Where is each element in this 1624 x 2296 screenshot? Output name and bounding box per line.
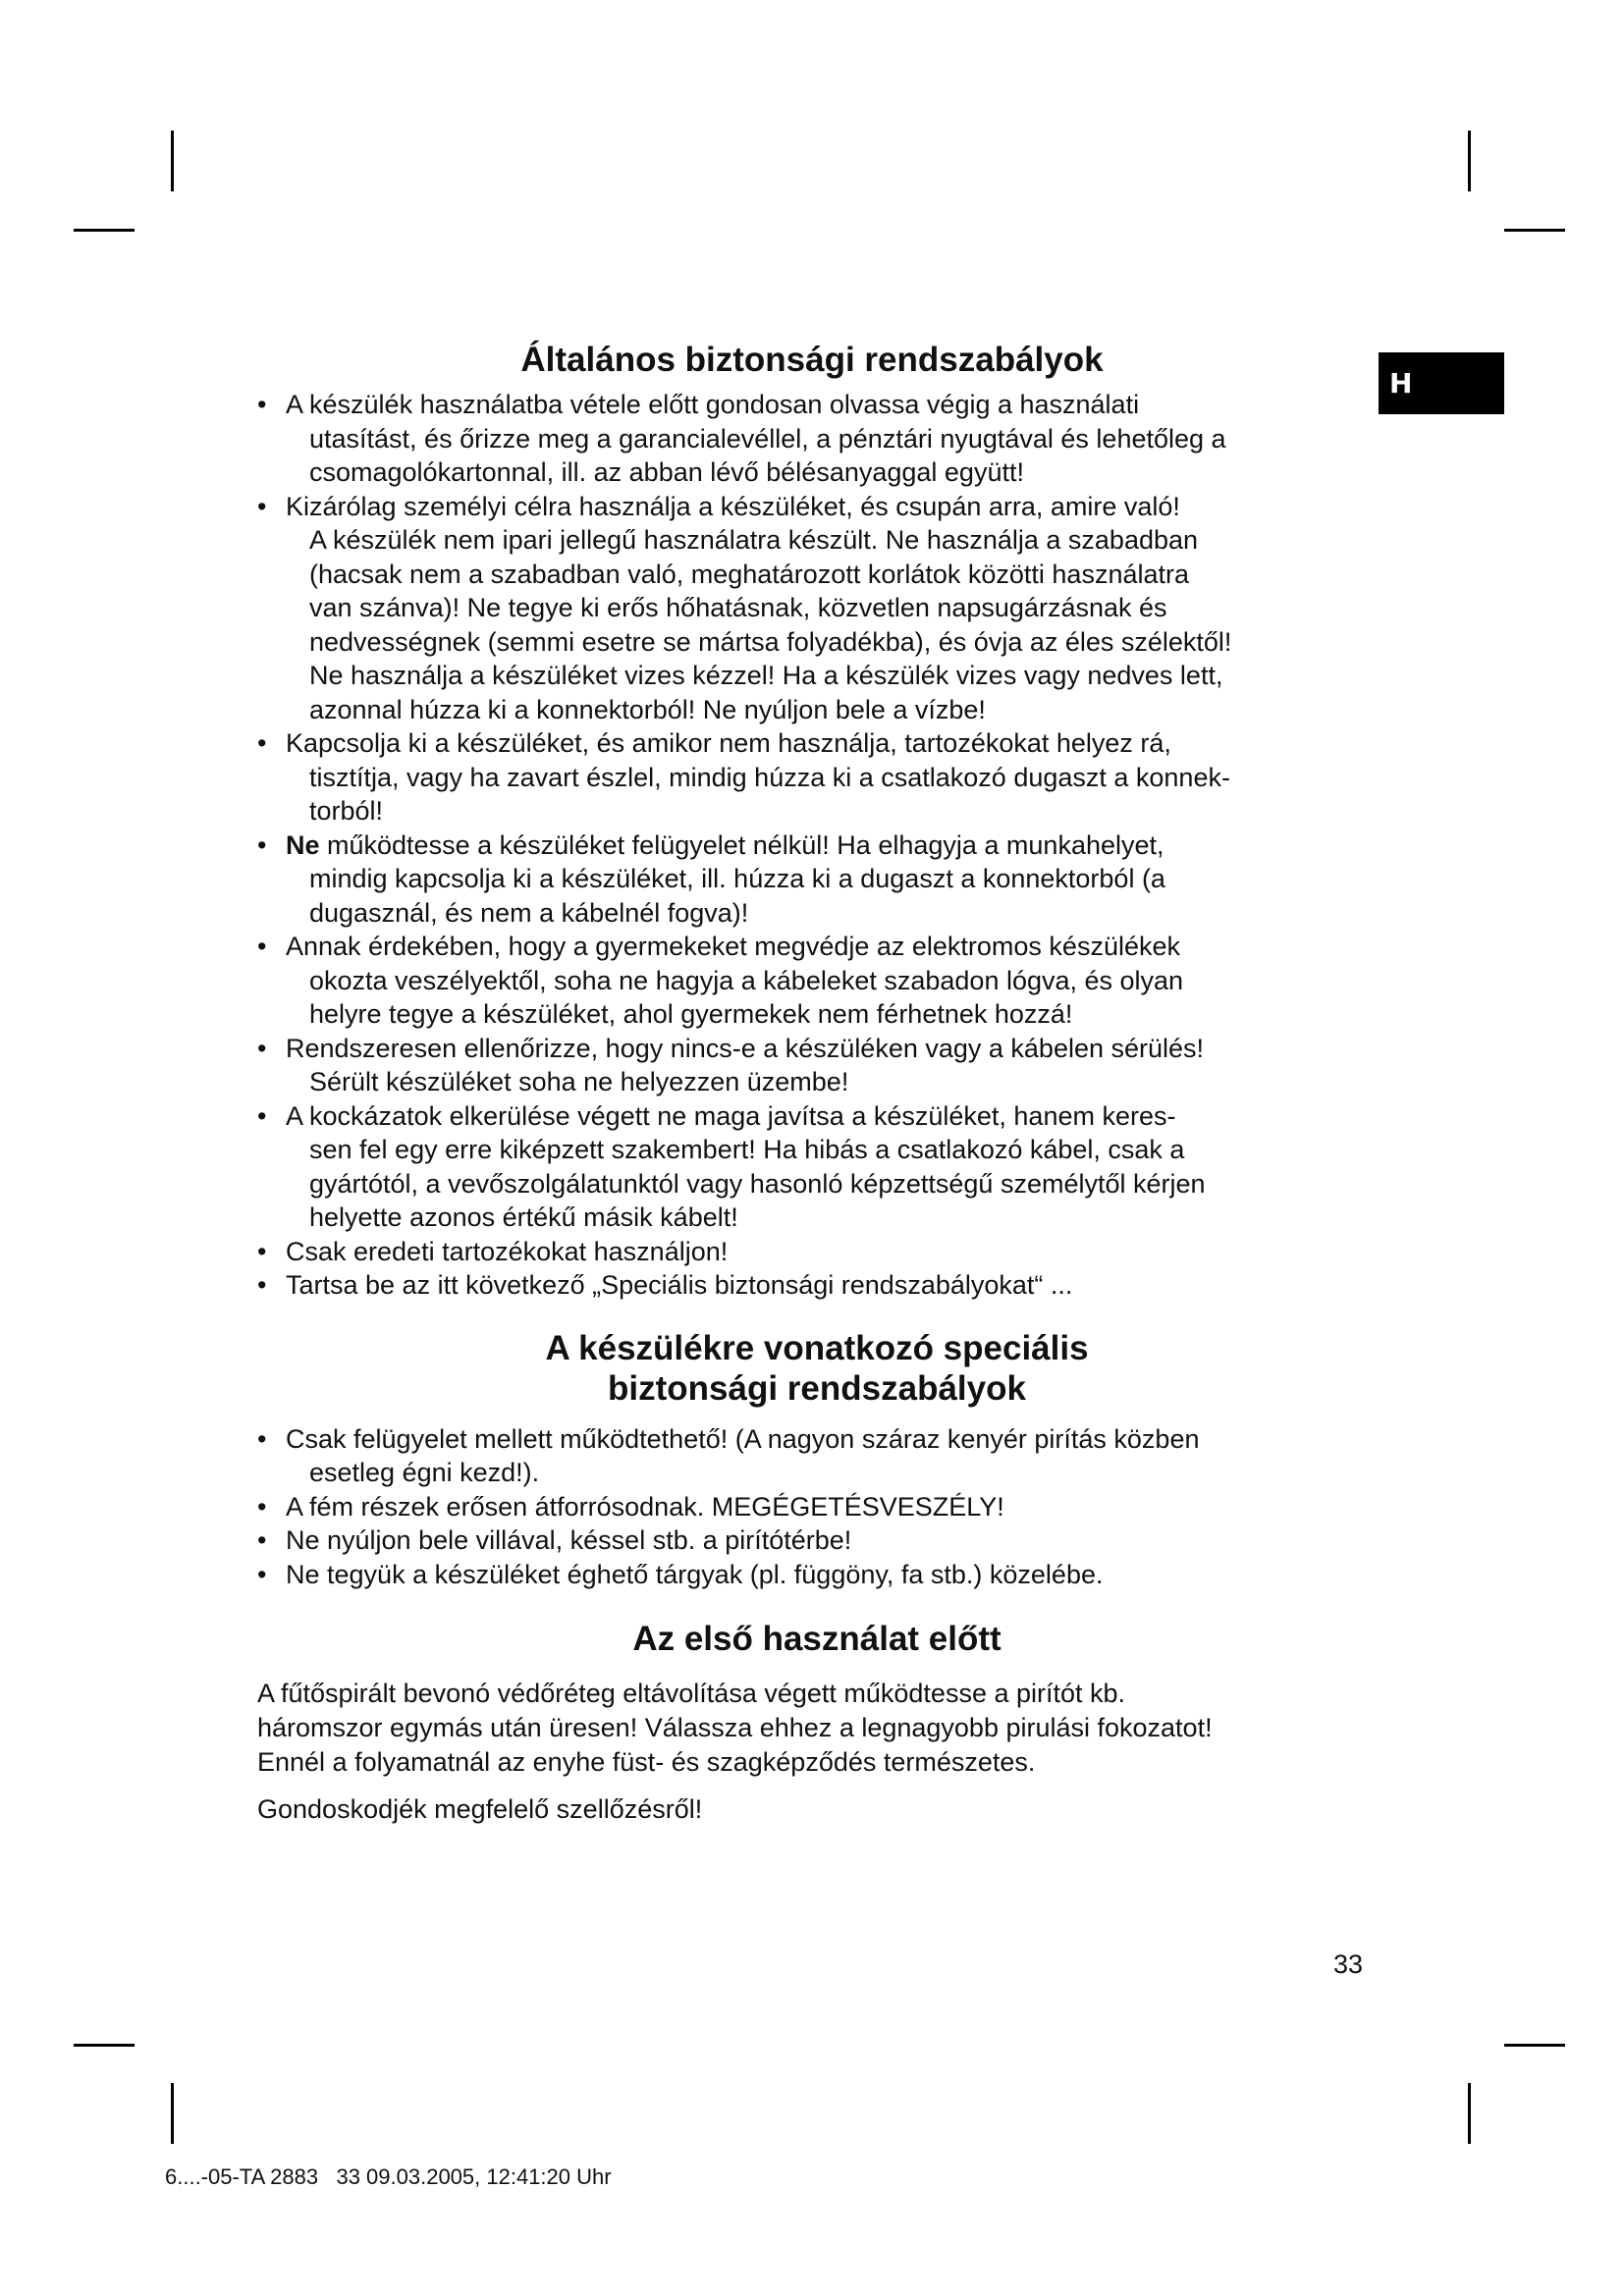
list-item-line: Ne használja a készüléket vizes kézzel! Ha a készülék vizes vagy nedves lett, — [309, 661, 1223, 690]
list-item-line: Tartsa be az itt következő „Speciális biztonsági rendszabályokat“ ... — [286, 1270, 1073, 1300]
crop-mark-bottom-left-h — [74, 2044, 135, 2047]
section-title-special — [257, 1328, 1377, 1409]
list-item — [257, 930, 1377, 1032]
list-item-line: A készülék használatba vétele előtt gondosan olvassa végig a használati — [286, 390, 1140, 419]
page-content — [257, 340, 1377, 1827]
list-item-line: A kockázatok elkerülése végett ne maga javítsa a készüléket, hanem keres- — [286, 1100, 1176, 1131]
paragraph-line: háromszor egymás után üresen! Válassza ehhez a legnagyobb pirulási fokozatot! — [257, 1713, 1213, 1742]
list-item-line: van szánva)! Ne tegye ki erős hőhatásnak, közvetlen napsugárzásnak és — [309, 593, 1167, 622]
list-item-line: A fém részek erősen átforrósodnak. MEGÉGETÉSVESZÉLY! — [286, 1491, 1004, 1522]
list-item-line: Kizárólag személyi célra használja a készüléket, és csupán arra, amire való! — [286, 491, 1180, 521]
crop-mark-top-right — [1468, 131, 1471, 191]
list-item-line: mindig kapcsolja ki a készüléket, ill. húzza ki a dugaszt a konnektorból (a — [309, 864, 1165, 893]
crop-mark-top-right-h — [1504, 229, 1565, 232]
bullet-icon: • — [257, 491, 267, 521]
list-item — [257, 1558, 1377, 1592]
print-metadata: 6....-05-TA 2883 33 09.03.2005, 12:41:20 Uhr — [165, 2164, 612, 2189]
list-item-line: gyártótól, a vevőszolgálatunktól vagy hasonló képzettségű személytől kérjen — [309, 1168, 1206, 1199]
section-title-special-line1: A készülékre vonatkozó speciális — [545, 1328, 1089, 1367]
crop-mark-bottom-right — [1468, 2083, 1471, 2144]
list-item-line: A készülék nem ipari jellegű használatra készült. Ne használja a szabadban — [309, 525, 1199, 555]
list-item-line: azonnal húzza ki a konnektorból! Ne nyúljon bele a vízbe! — [309, 694, 986, 724]
list-item — [257, 1099, 1377, 1235]
bullet-icon: • — [257, 1270, 267, 1300]
list-item — [257, 726, 1377, 828]
section-title-general: Általános biztonsági rendszabályok — [520, 341, 1104, 379]
list-item-line: helyette azonos értékű másik kábelt! — [309, 1202, 738, 1232]
list-item-line: helyre tegye a készüléket, ahol gyermekek nem férhetnek hozzá! — [309, 999, 1073, 1029]
list-item-line: okozta veszélyektől, soha ne hagyja a kábeleket szabadon lógva, és olyan — [309, 965, 1184, 995]
list-item-line — [286, 828, 1377, 863]
bullet-icon: • — [257, 932, 267, 961]
list-item — [257, 1422, 1377, 1490]
list-item-line: csomagolókartonnal, ill. az abban lévő bélésanyaggal együtt! — [309, 457, 1024, 487]
list-item — [257, 828, 1377, 931]
first-use-paragraph — [257, 1677, 1377, 1780]
list-item — [257, 1235, 1377, 1269]
list-item-line: tisztítja, vagy ha zavart észlel, mindig húzza ki a csatlakozó dugaszt a konnek- — [309, 762, 1230, 792]
crop-mark-top-left-h — [74, 229, 135, 232]
list-item — [257, 1032, 1377, 1099]
list-item-line: Csak eredeti tartozékokat használjon! — [286, 1236, 729, 1266]
bullet-icon: • — [257, 1423, 267, 1454]
bullet-icon: • — [257, 390, 267, 419]
section-title-first-use: Az első használat előtt — [632, 1620, 1001, 1658]
list-item-line: Sérült készüléket soha ne helyezzen üzembe! — [309, 1067, 849, 1096]
paragraph-line: Ennél a folyamatnál az enyhe füst- és szagképződés természetes. — [257, 1747, 1036, 1777]
language-tab: H — [1379, 352, 1504, 414]
list-item-line: sen fel egy erre kiképzett szakembert! Ha hibás a csatlakozó kábel, csak a — [309, 1135, 1185, 1164]
list-item-line: nedvességnek (semmi esetre se mártsa folyadékba), és óvja az éles szélektől! — [309, 626, 1232, 657]
list-item-line: Ne nyúljon bele villával, késsel stb. a pirítótérbe! — [286, 1525, 852, 1555]
page-number: 33 — [1333, 1949, 1364, 1979]
list-item — [257, 1268, 1377, 1303]
list-item-line: (hacsak nem a szabadban való, meghatározott korlátok közötti használatra — [309, 559, 1189, 589]
list-item — [257, 388, 1377, 490]
list-item-line: Ne tegyük a készüléket éghető tárgyak (pl. függöny, fa stb.) közelébe. — [286, 1559, 1104, 1589]
bullet-icon: • — [257, 1491, 267, 1522]
bullet-icon: • — [257, 728, 267, 758]
section-title-special-line2: biztonsági rendszabályok — [608, 1368, 1026, 1408]
list-item-line: Csak felügyelet mellett működtethető! (A nagyon száraz kenyér pirítás közben — [286, 1423, 1200, 1454]
list-item-line: Rendszeresen ellenőrizze, hogy nincs-e a készüléken vagy a kábelen sérülés! — [286, 1033, 1205, 1063]
bullet-icon: • — [257, 1236, 267, 1266]
bullet-icon: • — [257, 1559, 267, 1589]
list-item-line: utasítást, és őrizze meg a garancialevéllel, a pénztári nyugtával és lehetőleg a — [309, 423, 1226, 454]
list-item-line: esetleg égni kezd!). — [309, 1458, 540, 1487]
crop-mark-bottom-left — [171, 2083, 174, 2144]
crop-mark-top-left — [171, 131, 174, 191]
list-item-text: működtesse a készüléket felügyelet nélkül! Ha elhagyja a munkahelyet, — [319, 829, 1164, 860]
list-item — [257, 1490, 1377, 1524]
bold-prefix: Ne — [286, 829, 320, 860]
ventilation-note: Gondoskodjék megfelelő szellőzésről! — [257, 1794, 703, 1824]
bullet-icon: • — [257, 1100, 267, 1131]
list-item-line: Annak érdekében, hogy a gyermekeket megvédje az elektromos készülékek — [286, 932, 1180, 961]
bullet-icon: • — [257, 829, 267, 860]
paragraph-line: A fűtőspirált bevonó védőréteg eltávolítása végett működtesse a pirítót kb. — [257, 1679, 1126, 1708]
special-rules-list — [257, 1422, 1377, 1592]
crop-mark-bottom-right-h — [1504, 2044, 1565, 2047]
list-item — [257, 1523, 1377, 1558]
list-item-line: torból! — [309, 796, 384, 826]
bullet-icon: • — [257, 1033, 267, 1063]
list-item-line: dugasznál, és nem a kábelnél fogva)! — [309, 897, 749, 928]
list-item-line: Kapcsolja ki a készüléket, és amikor nem használja, tartozékokat helyez rá, — [286, 728, 1171, 758]
general-rules-list — [257, 388, 1377, 1303]
bullet-icon: • — [257, 1525, 267, 1555]
list-item — [257, 490, 1377, 727]
